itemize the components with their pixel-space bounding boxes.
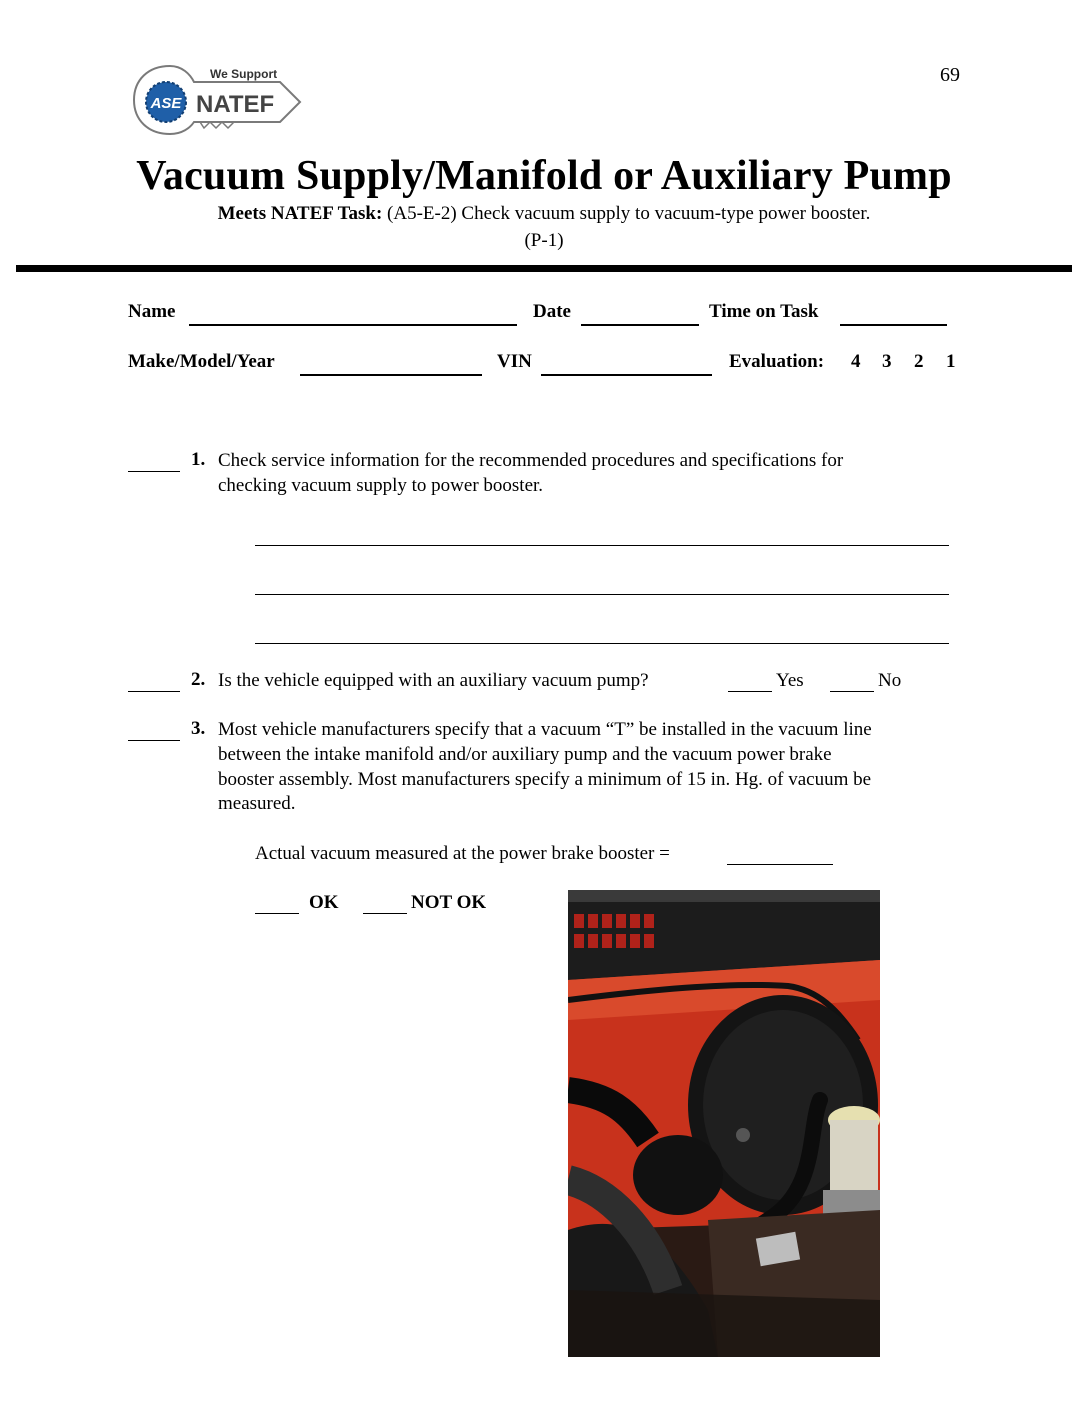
item-3-check-blank[interactable] — [128, 720, 180, 741]
task-line — [0, 203, 1088, 225]
page-title: Vacuum Supply/Manifold or Auxiliary Pump — [136, 153, 952, 199]
time-on-task-field[interactable] — [840, 302, 947, 326]
svg-text:ASE: ASE — [150, 95, 182, 112]
header-rule — [16, 265, 1072, 272]
time-on-task-label: Time on Task — [709, 301, 819, 322]
answer-line[interactable] — [255, 545, 949, 546]
svg-text:NATEF: NATEF — [196, 91, 275, 118]
item-3-text-line1: Most vehicle manufacturers specify that a vacuum “T” be installed in the vacuum line — [218, 719, 872, 740]
item-2-number: 2. — [191, 669, 206, 690]
make-model-year-label: Make/Model/Year — [128, 351, 275, 372]
item-1-text-line2: checking vacuum supply to power booster. — [218, 475, 544, 496]
item-1-check-blank[interactable] — [128, 451, 180, 472]
brake-booster-photo — [568, 890, 880, 1357]
no-label: No — [878, 670, 902, 691]
yes-label: Yes — [776, 670, 804, 691]
task-label: Meets NATEF Task: — [217, 203, 383, 224]
yes-blank[interactable] — [728, 671, 772, 692]
ok-label: OK — [309, 892, 339, 913]
name-field[interactable] — [189, 302, 517, 326]
date-field[interactable] — [581, 302, 699, 326]
not-ok-label: NOT OK — [411, 892, 487, 913]
answer-line[interactable] — [255, 594, 949, 595]
item-2-text: Is the vehicle equipped with an auxiliary vacuum pump? — [218, 670, 649, 691]
answer-line[interactable] — [255, 643, 949, 644]
vin-field[interactable] — [541, 352, 712, 376]
item-3-text-line4: measured. — [218, 793, 296, 814]
name-label: Name — [128, 301, 176, 322]
evaluation-score-3[interactable]: 3 — [882, 351, 892, 372]
date-label: Date — [533, 301, 571, 322]
evaluation-score-4[interactable]: 4 — [851, 351, 861, 372]
evaluation-score-1[interactable]: 1 — [946, 351, 956, 372]
make-model-year-field[interactable] — [300, 352, 482, 376]
task-description: (A5-E-2) Check vacuum supply to vacuum-type power booster. — [387, 203, 871, 224]
page-number: 69 — [940, 64, 960, 86]
item-3-text-line3: booster assembly. Most manufacturers specify a minimum of 15 in. Hg. of vacuum be — [218, 769, 872, 790]
task-code: (P-1) — [524, 230, 564, 251]
no-blank[interactable] — [830, 671, 874, 692]
vin-label: VIN — [497, 351, 532, 372]
natef-logo — [130, 62, 310, 144]
svg-text:We Support: We Support — [210, 67, 278, 81]
measured-vacuum-field[interactable] — [727, 844, 833, 865]
item-2-check-blank[interactable] — [128, 671, 180, 692]
evaluation-score-2[interactable]: 2 — [914, 351, 924, 372]
not-ok-blank[interactable] — [363, 893, 407, 914]
evaluation-label: Evaluation: — [729, 351, 825, 372]
item-1-number: 1. — [191, 449, 206, 470]
ok-blank[interactable] — [255, 893, 299, 914]
item-3-number: 3. — [191, 718, 206, 739]
item-1-text-line1: Check service information for the recommended procedures and specifications for — [218, 450, 844, 471]
measured-vacuum-label: Actual vacuum measured at the power brake booster = — [255, 843, 670, 864]
item-3-text-line2: between the intake manifold and/or auxiliary pump and the vacuum power brake — [218, 744, 832, 765]
